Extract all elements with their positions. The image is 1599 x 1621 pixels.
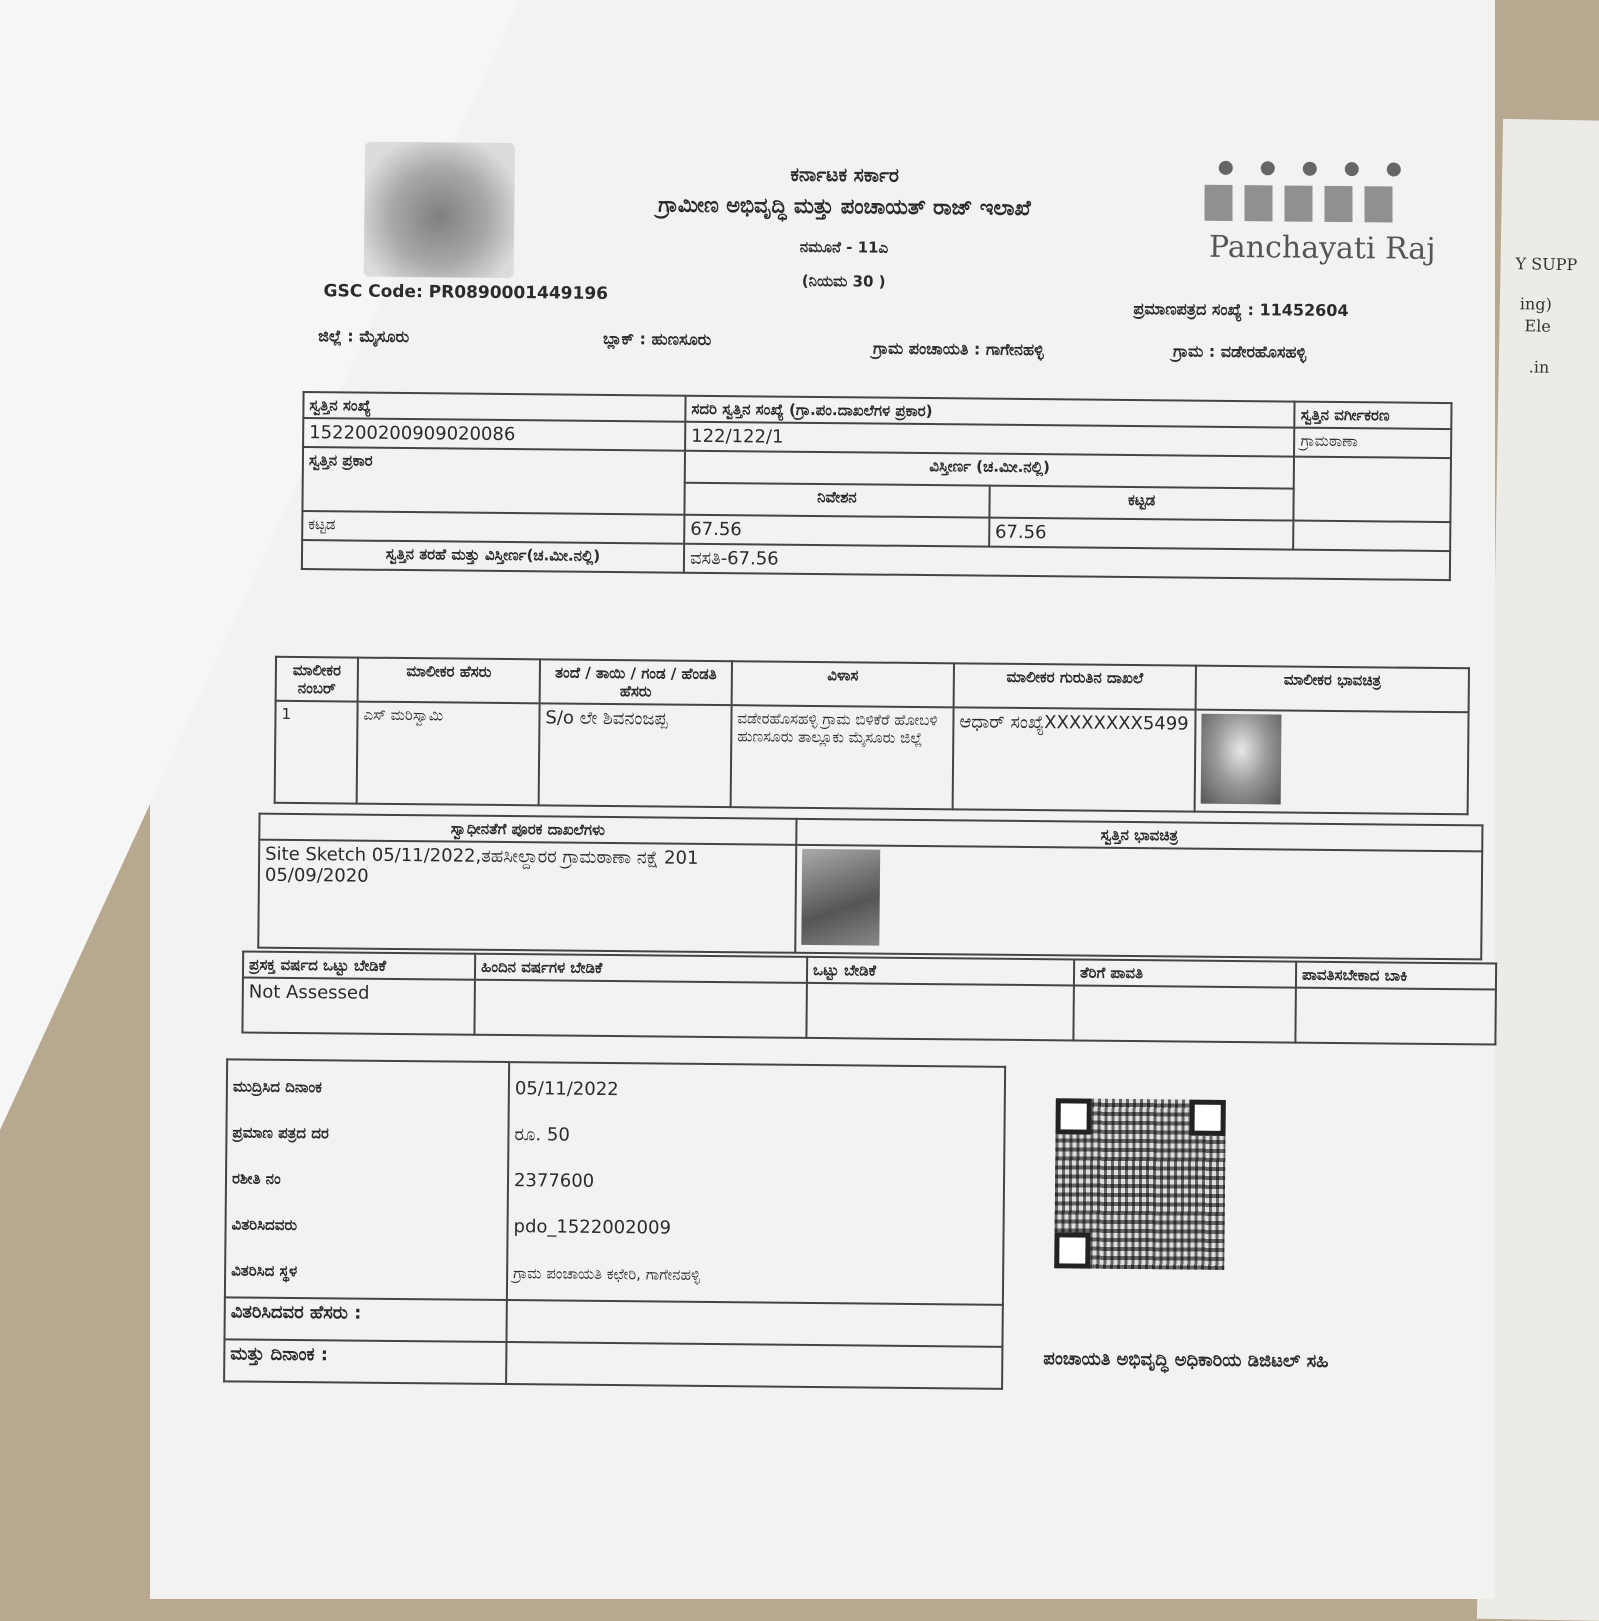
owner-id-document: ಆಧಾರ್ ಸಂಖ್ಯೆXXXXXXXX5499 bbox=[953, 707, 1196, 811]
form-number: ನಮೂನೆ - 11ಎ bbox=[799, 237, 889, 257]
dept-title: ಗ್ರಾಮೀಣ ಅಭಿವೃದ್ಧಿ ಮತ್ತು ಪಂಚಾಯತ್ ರಾಜ್ ಇಲಾಖೆ bbox=[658, 192, 1031, 221]
issuer-name-label: ವಿತರಿಸಿದವರ ಹೆಸರು : bbox=[224, 1297, 506, 1342]
site-label: ನಿವೇಶನ bbox=[684, 483, 989, 518]
fee-value: ರೂ. 50 bbox=[514, 1124, 570, 1146]
block: ಬ್ಲಾಕ್ : ಹುಣಸೂರು bbox=[603, 328, 712, 349]
issuer-value: pdo_1522002009 bbox=[513, 1216, 672, 1239]
property-type-value: ಕಟ್ಟಡ bbox=[302, 511, 684, 544]
documents-value: Site Sketch 05/11/2022,ತಹಸೀಲ್ದಾರರ ಗ್ರಾಮಠಾಣಾ ನಕ್ಷೆ 201 05/09/2020 bbox=[258, 840, 796, 953]
building-area-value: 67.56 bbox=[989, 518, 1294, 550]
back-sheet-text: Ele bbox=[1524, 316, 1551, 336]
back-sheet-text: ing) bbox=[1519, 294, 1552, 314]
owner-number-header: ಮಾಲೀಕರ ನಂಬರ್ bbox=[276, 657, 358, 702]
print-date-value: 05/11/2022 bbox=[514, 1078, 619, 1101]
tax-paid-header: ತೆರಿಗೆ ಪಾವತಿ bbox=[1074, 959, 1296, 987]
logo-graphic bbox=[1204, 185, 1394, 223]
date-label: ಮತ್ತು ದಿನಾಂಕ : bbox=[224, 1339, 506, 1384]
balance-due-value bbox=[1295, 988, 1496, 1045]
property-table bbox=[301, 391, 1453, 581]
fee-label: ಪ್ರಮಾಣ ಪತ್ರದ ದರ bbox=[232, 1123, 329, 1143]
current-demand-header: ಪ್ರಸಕ್ತ ವರ್ಷದ ಒಟ್ಟು ಬೇಡಿಕೆ bbox=[243, 952, 475, 980]
total-demand-value bbox=[806, 983, 1074, 1041]
back-sheet-text: Y SUPP bbox=[1515, 254, 1578, 275]
receipt-label: ರಶೀತಿ ನಂ bbox=[231, 1169, 281, 1188]
digital-signature-label: ಪಂಚಾಯತಿ ಅಭಿವೃದ್ಧಿ ಅಧಿಕಾರಿಯ ಡಿಜಿಟಲ್ ಸಹಿ bbox=[1043, 1348, 1329, 1372]
gov-title: ಕರ್ನಾಟಕ ಸರ್ಕಾರ bbox=[790, 163, 900, 187]
gsc-code: GSC Code: PR0890001449196 bbox=[323, 281, 609, 304]
previous-demand-value bbox=[474, 980, 807, 1038]
place-label: ವಿತರಿಸಿದ ಸ್ಥಳ bbox=[231, 1261, 298, 1281]
issuer-label: ವಿತರಿಸಿದವರು bbox=[231, 1215, 298, 1235]
qr-code-icon bbox=[1054, 1098, 1226, 1270]
old-property-id-value: 122/122/1 bbox=[685, 422, 1295, 457]
owner-relation: S/o ಲೇ ಶಿವನಂಜಪ್ಪ bbox=[539, 703, 732, 807]
back-sheet-text: .in bbox=[1528, 357, 1550, 377]
property-id-value: 152200200909020086 bbox=[303, 418, 685, 451]
owner-number: 1 bbox=[275, 701, 358, 804]
classification-value: ಗ್ರಾಮಠಾಣಾ bbox=[1294, 428, 1451, 459]
documents-label: ಸ್ವಾಧೀನತೆಗೆ ಪೂರಕ ದಾಖಲೆಗಳು bbox=[259, 814, 796, 845]
current-demand-value: Not Assessed bbox=[242, 977, 475, 1034]
certificate-number: ಪ್ರಮಾಣಪತ್ರದ ಸಂಖ್ಯೆ : 11452604 bbox=[1133, 299, 1349, 321]
documents-table bbox=[257, 813, 1483, 961]
state-emblem-icon bbox=[364, 142, 515, 278]
owner-address: ವಡೇರಹೊಸಹಳ್ಳಿ ಗ್ರಾಮ ಬಿಳಿಕೆರೆ ಹೋಬಳಿ ಹುಣಸೂರು ತಾಲ್ಲೂಕು ಮೈಸೂರು ಜಿಲ್ಲೆ bbox=[731, 705, 954, 809]
classification-label: ಸ್ವತ್ತಿನ ವರ್ಗೀಕರಣ bbox=[1295, 402, 1452, 430]
owner-table bbox=[274, 656, 1470, 815]
property-photo-label: ಸ್ವತ್ತಿನ ಭಾವಚಿತ್ರ bbox=[796, 819, 1482, 852]
tax-paid-value bbox=[1073, 985, 1296, 1042]
property-type-label: ಸ್ವತ್ತಿನ ಪ್ರಕಾರ bbox=[302, 447, 685, 515]
issue-details-table bbox=[223, 1058, 1006, 1389]
property-id-label: ಸ್ವತ್ತಿನ ಸಂಖ್ಯೆ bbox=[303, 392, 685, 422]
building-label: ಕಟ್ಟಡ bbox=[989, 486, 1294, 521]
rule-number: (ನಿಯಮ 30 ) bbox=[801, 271, 886, 291]
print-date-label: ಮುದ್ರಿಸಿದ ದಿನಾಂಕ bbox=[232, 1077, 322, 1097]
address-header: ವಿಳಾಸ bbox=[732, 661, 954, 707]
logo-text: Panchayati Raj bbox=[1208, 229, 1436, 267]
owner-name-header: ಮಾಲೀಕರ ಹೆಸರು bbox=[358, 658, 540, 704]
kind-area-label: ಸ್ವತ್ತಿನ ತರಹೆ ಮತ್ತು ವಿಸ್ತೀರ್ಣ(ಚ.ಮೀ.ನಲ್ಲಿ) bbox=[302, 540, 684, 573]
relation-header: ತಂದೆ / ತಾಯಿ / ಗಂಡ / ಹೆಂಡತಿ ಹೆಸರು bbox=[540, 659, 732, 705]
owner-photo bbox=[1201, 714, 1282, 805]
previous-demand-header: ಹಿಂದಿನ ವರ್ಷಗಳ ಬೇಡಿಕೆ bbox=[475, 954, 807, 983]
tax-table bbox=[241, 950, 1497, 1045]
old-property-id-label: ಸದರಿ ಸ್ವತ್ತಿನ ಸಂಖ್ಯೆ (ಗ್ರಾ.ಪಂ.ದಾಖಲೆಗಳ ಪ್ರಕಾರ) bbox=[685, 396, 1295, 428]
certificate bbox=[183, 140, 1525, 1413]
property-photo bbox=[801, 849, 880, 946]
receipt-value: 2377600 bbox=[513, 1170, 595, 1192]
site-area-value: 67.56 bbox=[684, 515, 989, 547]
panchayati-raj-logo-icon bbox=[1205, 160, 1415, 181]
total-demand-header: ಒಟ್ಟು ಬೇಡಿಕೆ bbox=[807, 957, 1074, 986]
village: ಗ್ರಾಮ : ವಡೇರಹೊಸಹಳ್ಳಿ bbox=[1172, 341, 1307, 362]
owner-photo-header: ಮಾಲೀಕರ ಭಾವಚಿತ್ರ bbox=[1196, 666, 1469, 713]
id-document-header: ಮಾಲೀಕರ ಗುರುತಿನ ದಾಖಲೆ bbox=[954, 663, 1196, 709]
kind-area-value: ವಸತಿ-67.56 bbox=[684, 544, 1450, 580]
gram-panchayat: ಗ್ರಾಮ ಪಂಚಾಯತಿ : ಗಾಗೇನಹಳ್ಳಿ bbox=[872, 338, 1044, 360]
owner-name: ಎಸ್ ಮರಿಸ್ವಾಮಿ bbox=[357, 702, 540, 806]
district: ಜಿಲ್ಲೆ : ಮೈಸೂರು bbox=[318, 326, 410, 347]
place-value: ಗ್ರಾಮ ಪಂಚಾಯತಿ ಕಛೇರಿ, ಗಾಗೇನಹಳ್ಳಿ bbox=[513, 1264, 701, 1284]
balance-due-header: ಪಾವತಿಸಬೇಕಾದ ಬಾಕಿ bbox=[1296, 962, 1496, 990]
area-label: ವಿಸ್ತೀರ್ಣ (ಚ.ಮೀ.ನಲ್ಲಿ) bbox=[685, 451, 1295, 489]
